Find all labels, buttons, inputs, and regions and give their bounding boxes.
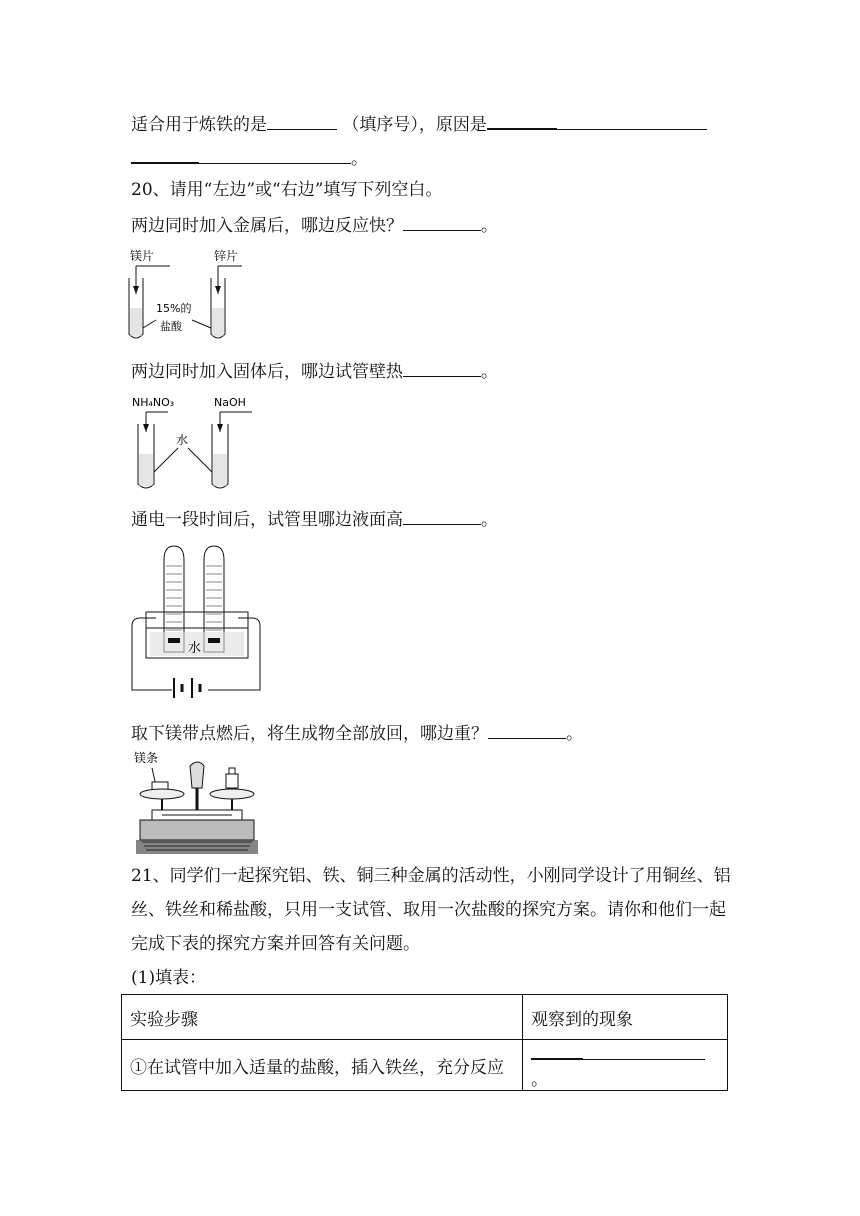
metal-acid-figure [124,244,254,344]
experiment-table [121,994,728,1091]
label-mg-strip: 镁片 [130,249,155,263]
q19-text-mid: （填序号），原因是 [342,115,487,135]
dissolution-figure [128,392,260,496]
period: 。 [566,724,583,744]
q21-line2: 丝、铁丝和稀盐酸，只用一支试管、取用一次盐酸的探究方案。请你和他们一起 [131,900,726,920]
observation-cell [523,1040,728,1091]
q20-title: 20、请用“左边”或“右边”填写下列空白。 [131,180,443,200]
answer-blank[interactable] [131,144,199,164]
table-row [122,1040,728,1091]
question-text: 通电一段时间后，试管里哪边液面高 [131,510,403,530]
label-zn-strip: 锌片 [214,249,239,263]
q19-line2 [131,144,368,171]
question-text: 两边同时加入金属后，哪边反应快？ [131,216,403,236]
period: 。 [481,362,498,382]
label-water: 水 [188,641,202,656]
q20-part1-question [131,212,498,238]
step-cell: ①在试管中加入适量的盐酸，插入铁丝，充分反应 [122,1040,523,1091]
question-text: 取下镁带点燃后，将生成物全部放回，哪边重？ [131,724,488,744]
period: 。 [481,510,498,530]
label-mg-ribbon: 镁条 [134,751,159,765]
q21-line3: 完成下表的探究方案并回答有关问题。 [131,934,420,954]
answer-blank[interactable] [487,110,557,130]
header-observation: 观察到的现象 [523,995,728,1040]
q20-part3-question [131,506,498,532]
period: 。 [481,216,498,236]
period: 。 [351,149,368,169]
answer-blank[interactable] [403,212,481,231]
q20-part4-question [131,720,583,746]
balance-figure [132,748,262,856]
answer-blank[interactable] [488,720,566,739]
electrolysis-figure [128,540,264,698]
answer-blank[interactable] [267,111,337,130]
q19-text: 适合用于炼铁的是 [131,115,267,135]
q21-line1: 21、同学们一起探究铝、铁、铜三种金属的活动性，小刚同学设计了用铜丝、铝 [131,866,731,886]
answer-blank[interactable] [557,111,707,130]
question-text: 两边同时加入固体后，哪边试管壁热 [131,362,403,382]
label-acid-concentration: 15%的 [156,302,192,315]
label-naoh: NaOH [214,396,246,409]
answer-blank[interactable] [199,145,351,164]
answer-blank[interactable] [531,1040,583,1060]
label-water: 水 [176,433,189,447]
answer-blank[interactable] [583,1041,705,1060]
answer-blank[interactable] [403,506,481,525]
header-step: 实验步骤 [122,995,523,1040]
q21-fill-table-label: (1)填表： [131,968,207,988]
label-acid: 盐酸 [160,320,182,333]
q19-line1 [131,110,707,137]
answer-blank[interactable] [403,358,481,377]
label-nh4no3: NH₄NO₃ [132,396,175,409]
q20-part2-question [131,358,498,384]
period: 。 [531,1070,548,1090]
table-header-row [122,995,728,1040]
